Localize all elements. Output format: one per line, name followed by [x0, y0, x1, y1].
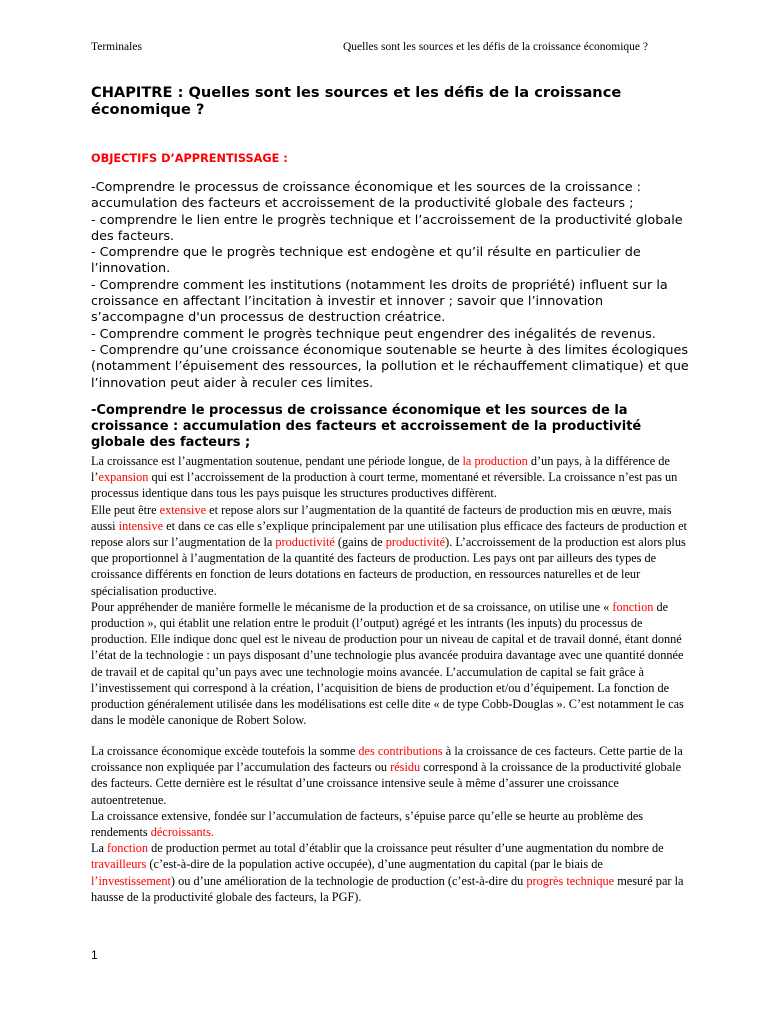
highlight-term: fonction: [612, 599, 654, 614]
highlight-term: expansion: [98, 470, 149, 485]
text-run: et repose alors sur l’augmentation de la quantité de facteurs de production mis en œuvre, mais aussi: [91, 502, 672, 533]
paragraph-definition: [91, 453, 689, 502]
highlight-term: intensive: [118, 518, 164, 533]
highlight-term: la production: [462, 454, 528, 468]
highlight-term: l’investissement: [91, 873, 171, 888]
text-run: de production », qui établit une relation entre le produit (l’output) agrégé et les intrants (les inputs) du processus de production. Elle indique donc quel est le niveau de production pour un niveau de capital et de travail donné, étant donné l’état de la technologie : un pays disposant d’une technologie plus avancée produira davantage avec une quantité donnée de travail et de capital qu’un pays avec une technologie moins avancée. L’accumulation de capital se fait grâce à l’investissement qui correspond à la création, l’acquisition de biens de production et/ou d’équipement. La fonction de production généralement utilisée dans les modélisations est celle dite « de type Cobb-Douglas ». C’est notamment le cas dans le modèle canonique de Robert Solow.: [91, 599, 684, 728]
paragraph-sources: [91, 840, 689, 905]
highlight-term: travailleurs: [91, 857, 147, 872]
text-run: Elle peut être: [91, 502, 160, 517]
text-run: (gains de: [334, 535, 386, 550]
header-left: Terminales: [91, 41, 142, 53]
highlight-term: décroissants.: [150, 825, 214, 840]
text-run: La croissance extensive, fondée sur l’accumulation de facteurs, s’épuise parce qu’elle se heurte au problème des rendements: [91, 808, 644, 840]
text-run: (c’est-à-dire de la population active occupée), d’une augmentation du capital (par le biais de: [146, 857, 603, 872]
objective-item: - Comprendre que le progrès technique est endogène et qu’il résulte en particulier de l’innovation.: [91, 245, 641, 277]
text-run: ) ou d’une amélioration de la technologie de production (c’est-à-dire du: [170, 873, 527, 888]
header-right: Quelles sont les sources et les défis de la croissance économique ?: [343, 41, 648, 53]
text-run: Pour appréhender de manière formelle le mécanisme de la production et de sa croissance, on utilise une «: [91, 599, 613, 614]
text-run: La croissance est l’augmentation soutenue, pendant une période longue, de: [91, 454, 463, 468]
objectives-heading: OBJECTIFS D’APPRENTISSAGE :: [91, 152, 288, 165]
text-run: à la croissance de ces facteurs. Cette partie de la croissance non expliquée par l’accumulation des facteurs ou: [91, 744, 683, 775]
section-heading: -Comprendre le processus de croissance économique et les sources de la croissance : accumulation des facteurs et accroissement de la productivité globale des facteurs ;: [91, 403, 642, 451]
text-run: d’un pays, à la différence de l’: [91, 454, 670, 485]
text-run: ). L’accroissement de la production est alors plus que proportionnel à l’augmentation de la quantité des facteurs de production. Les pays ont par ailleurs des types de croissance différents en fonction de leurs dotations en facteurs de production, en ressources naturelles et de leur spécialisation productive.: [91, 535, 686, 598]
page-number: 1: [91, 948, 98, 962]
highlight-term: extensive: [159, 502, 207, 517]
paragraph-types: [91, 502, 689, 599]
objective-item: - comprendre le lien entre le progrès technique et l’accroissement de la productivité globale des facteurs.: [91, 212, 683, 244]
objective-item: -Comprendre le processus de croissance économique et les sources de la croissance : accumulation des facteurs et accroissement de la productivité globale des facteurs ;: [91, 180, 641, 212]
objective-item: - Comprendre comment les institutions (notamment les droits de propriété) influent sur la croissance en affectant l’incitation à investir et innover ; savoir que l’innovation s’accompagne d'un processus de destruction créatrice.: [91, 277, 668, 326]
body-block-a: [91, 453, 689, 728]
text-run: de production permet au total d’établir que la croissance peut résulter d’une augmentation du nombre de: [148, 841, 664, 856]
text-run: et dans ce cas elle s’explique principalement par une utilisation plus efficace des facteurs de production et repose alors sur l’augmentation de la: [91, 518, 687, 550]
highlight-term: productivité: [275, 535, 335, 550]
chapter-title: CHAPITRE : Quelles sont les sources et les défis de la croissance économique ?: [91, 84, 622, 118]
objective-item: - Comprendre comment le progrès technique peut engendrer des inégalités de revenus.: [91, 326, 656, 342]
body-block-b: [91, 743, 689, 905]
text-run: mesuré par la hausse de la productivité globale des facteurs, la PGF).: [91, 873, 684, 904]
highlight-term: fonction: [107, 841, 149, 856]
highlight-term: résidu: [390, 760, 421, 775]
paragraph-residual: [91, 743, 689, 808]
paragraph-extensive: [91, 808, 689, 840]
text-run: correspond à la croissance de la productivité globale des facteurs. Cette dernière est le résultat d’une croissance intensive seule à même d’assurer une croissance autoentretenue.: [91, 760, 682, 807]
highlight-term: des contributions: [358, 744, 443, 758]
text-run: La croissance économique excède toutefois la somme: [91, 744, 359, 758]
paragraph-production-function: [91, 599, 689, 729]
text-run: La: [91, 841, 108, 856]
highlight-term: productivité: [385, 535, 446, 550]
objectives-list: [91, 180, 691, 392]
highlight-term: progrès technique: [526, 873, 615, 888]
objective-item: - Comprendre qu’une croissance économique soutenable se heurte à des limites écologiques (notamment l’épuisement des ressources, la pollution et le réchauffement climatique) et que l’innovation peut aider à reculer ces limites.: [91, 342, 689, 391]
text-run: qui est l’accroissement de la production à court terme, momentané et réversible. La croissance n’est pas un processus identique dans tous les pays puisque les structures productives diffèrent.: [91, 470, 678, 501]
